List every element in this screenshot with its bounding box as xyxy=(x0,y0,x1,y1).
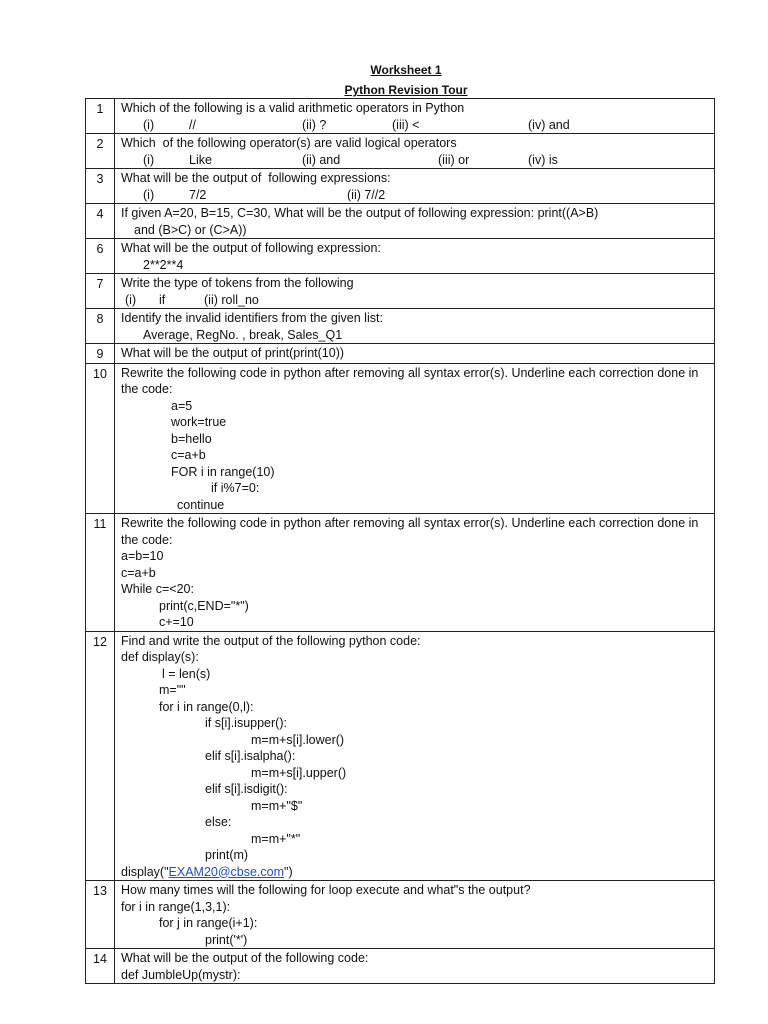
question-row xyxy=(86,949,715,984)
question-cell xyxy=(115,239,715,274)
option: (iv) is xyxy=(528,152,558,167)
option: Like xyxy=(189,152,212,167)
option: (ii) ? xyxy=(302,117,327,132)
code-line: b=hello xyxy=(171,431,212,446)
code-line: if i%7=0: xyxy=(211,481,260,495)
code-line: a=b=10 xyxy=(121,549,164,563)
question-cell xyxy=(115,881,715,949)
code-line: m=m+"*" xyxy=(251,831,301,846)
call-suffix: ") xyxy=(284,864,293,879)
option: (i) xyxy=(125,292,137,307)
identifier-list: Average, RegNo. , break, Sales_Q1 xyxy=(143,327,343,342)
question-number: 7 xyxy=(86,274,115,309)
question-number: 11 xyxy=(86,514,115,632)
question-cell xyxy=(115,309,715,344)
code-line: elif s[i].isdigit(): xyxy=(205,782,288,796)
question-text: How many times will the following for loop execute and what"s the output? xyxy=(121,883,531,897)
options-row xyxy=(121,152,714,169)
question-number: 10 xyxy=(86,363,115,514)
question-number: 3 xyxy=(86,169,115,204)
question-text-continued: and (B>C) or (C>A)) xyxy=(134,222,247,237)
code-line: else: xyxy=(205,815,232,829)
code-line: l = len(s) xyxy=(162,666,211,681)
option: (iii) or xyxy=(438,152,470,167)
code-line: c+=10 xyxy=(159,615,194,629)
options-row xyxy=(121,117,714,134)
question-cell xyxy=(115,169,715,204)
code-line: for i in range(0,l): xyxy=(159,699,254,714)
question-text: Find and write the output of the following python code: xyxy=(121,633,421,648)
code-line-call xyxy=(121,864,714,881)
question-text: Identify the invalid identifiers from the given list: xyxy=(121,311,383,325)
code-line: if s[i].isupper(): xyxy=(205,716,287,730)
options-row xyxy=(121,187,714,204)
option: // xyxy=(189,117,196,132)
option: (ii) roll_no xyxy=(204,292,259,307)
question-row xyxy=(86,631,715,881)
question-cell xyxy=(115,204,715,239)
worksheet-subtitle: Python Revision Tour xyxy=(344,83,468,97)
question-text: Rewrite the following code in python after removing all syntax error(s). Underline each correction done in the code: xyxy=(121,365,699,396)
question-row xyxy=(86,881,715,949)
option: 7/2 xyxy=(189,187,207,202)
option: (i) xyxy=(143,117,155,132)
code-line: def JumbleUp(mystr): xyxy=(121,967,241,982)
expression: 2**2**4 xyxy=(143,257,184,272)
question-number: 9 xyxy=(86,344,115,364)
question-number: 14 xyxy=(86,949,115,984)
question-cell xyxy=(115,363,715,514)
question-cell xyxy=(115,99,715,134)
code-line: print(c,END="*") xyxy=(159,598,249,613)
call-prefix: display(" xyxy=(121,864,169,879)
question-text: Which of the following operator(s) are valid logical operators xyxy=(121,136,457,150)
question-number: 12 xyxy=(86,631,115,881)
code-line: continue xyxy=(177,497,225,512)
code-line: m=m+s[i].lower() xyxy=(251,732,345,747)
code-line: FOR i in range(10) xyxy=(171,464,275,479)
question-row xyxy=(86,169,715,204)
option: if xyxy=(159,292,166,307)
options-row xyxy=(121,292,714,309)
question-number: 13 xyxy=(86,881,115,949)
code-line: print(m) xyxy=(205,848,249,862)
question-number: 8 xyxy=(86,309,115,344)
option: (iv) and xyxy=(528,117,570,132)
question-row xyxy=(86,514,715,632)
question-text: What will be the output of following expression: xyxy=(121,241,381,255)
question-row xyxy=(86,239,715,274)
code-line: work=true xyxy=(171,415,227,429)
code-line: for j in range(i+1): xyxy=(159,916,258,930)
question-row xyxy=(86,309,715,344)
option: (ii) and xyxy=(302,152,341,167)
option: (ii) 7//2 xyxy=(347,187,386,202)
worksheet-title: Worksheet 1 xyxy=(370,63,442,77)
code-line: elif s[i].isalpha(): xyxy=(205,749,296,763)
question-row xyxy=(86,344,715,364)
option: (i) xyxy=(143,187,155,202)
code-line: m="" xyxy=(159,683,186,697)
code-line: While c=<20: xyxy=(121,582,194,596)
question-row xyxy=(86,274,715,309)
question-cell xyxy=(115,134,715,169)
questions-table xyxy=(85,98,715,984)
question-text: What will be the output of the following code: xyxy=(121,951,369,965)
question-row xyxy=(86,204,715,239)
code-line: m=m+s[i].upper() xyxy=(251,765,347,780)
question-cell xyxy=(115,949,715,984)
code-line: c=a+b xyxy=(171,448,206,462)
code-line: print('*') xyxy=(205,932,248,947)
question-text: What will be the output of following expressions: xyxy=(121,171,391,185)
question-number: 2 xyxy=(86,134,115,169)
option: (iii) < xyxy=(392,117,420,132)
question-cell xyxy=(115,344,715,364)
question-number: 4 xyxy=(86,204,115,239)
question-text: Write the type of tokens from the following xyxy=(121,276,354,290)
code-line: def display(s): xyxy=(121,650,199,664)
question-cell xyxy=(115,514,715,632)
email-link[interactable]: EXAM20@cbse.com xyxy=(168,864,285,879)
code-line: for i in range(1,3,1): xyxy=(121,899,231,914)
question-cell xyxy=(115,631,715,881)
option: (i) xyxy=(143,152,155,167)
question-number: 1 xyxy=(86,99,115,134)
question-number: 6 xyxy=(86,239,115,274)
question-row xyxy=(86,134,715,169)
question-text: Rewrite the following code in python after removing all syntax error(s). Underline each correction done in the code: xyxy=(121,516,699,547)
question-text: What will be the output of print(print(10)) xyxy=(121,346,345,360)
code-line: m=m+"$" xyxy=(251,798,303,813)
code-line: a=5 xyxy=(171,398,193,413)
question-cell xyxy=(115,274,715,309)
question-text: If given A=20, B=15, C=30, What will be the output of following expression: print((A>B) xyxy=(121,206,599,220)
question-row xyxy=(86,99,715,134)
question-text: Which of the following is a valid arithmetic operators in Python xyxy=(121,101,465,115)
question-row xyxy=(86,363,715,514)
code-line: c=a+b xyxy=(121,565,156,580)
